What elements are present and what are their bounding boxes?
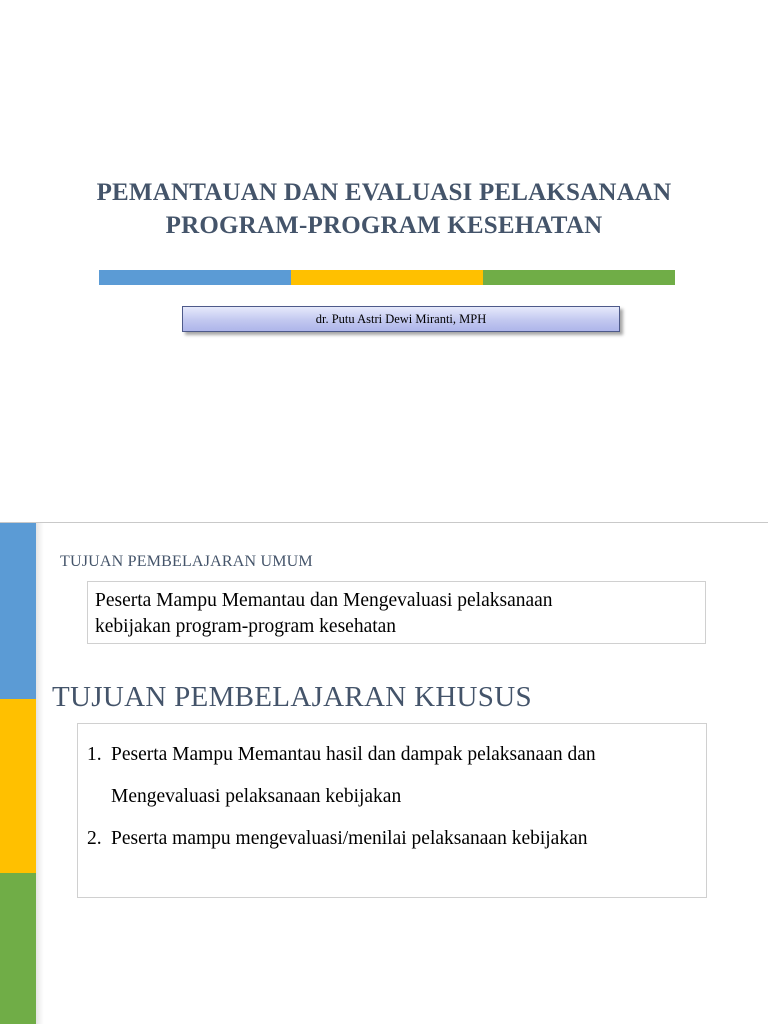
tricolor-bar — [99, 270, 675, 285]
objective-text-1: Peserta Mampu Memantau hasil dan dampak pelaksanaan dan — [111, 744, 596, 765]
tricolor-bar-yellow — [291, 270, 483, 285]
side-color-stripe — [0, 523, 36, 1024]
side-stripe-yellow — [0, 699, 36, 873]
slide-title-line-2: PROGRAM-PROGRAM KESEHATAN — [165, 212, 603, 239]
side-stripe-green — [0, 873, 36, 1024]
author-label: dr. Putu Astri Dewi Miranti, MPH — [182, 306, 620, 332]
objective-item-1-continuation: Mengevaluasi pelaksanaan kebijakan — [111, 786, 402, 807]
objective-number-2: 2. — [87, 828, 102, 849]
objectives-slide — [0, 523, 768, 1024]
objective-item-2 — [87, 828, 588, 850]
side-stripe-blue — [0, 523, 36, 699]
slide-title — [40, 176, 728, 242]
general-objective-box — [87, 581, 706, 644]
objective-item-1 — [87, 744, 596, 766]
tricolor-bar-blue — [99, 270, 291, 285]
objective-text-2: Peserta mampu mengevaluasi/menilai pelaksanaan kebijakan — [111, 828, 588, 849]
specific-objective-box — [77, 723, 707, 898]
side-stripe-shadow — [36, 523, 44, 1024]
slide-title-line-1: PEMANTAUAN DAN EVALUASI PELAKSANAAN — [96, 179, 672, 206]
specific-objective-heading: TUJUAN PEMBELAJARAN KHUSUS — [52, 681, 532, 713]
tricolor-bar-green — [483, 270, 675, 285]
general-objective-heading: TUJUAN PEMBELAJARAN UMUM — [60, 553, 313, 570]
objective-number-1: 1. — [87, 744, 102, 765]
general-objective-line-2: kebijakan program-program kesehatan — [95, 616, 397, 637]
general-objective-line-1: Peserta Mampu Memantau dan Mengevaluasi pelaksanaan — [95, 590, 553, 611]
